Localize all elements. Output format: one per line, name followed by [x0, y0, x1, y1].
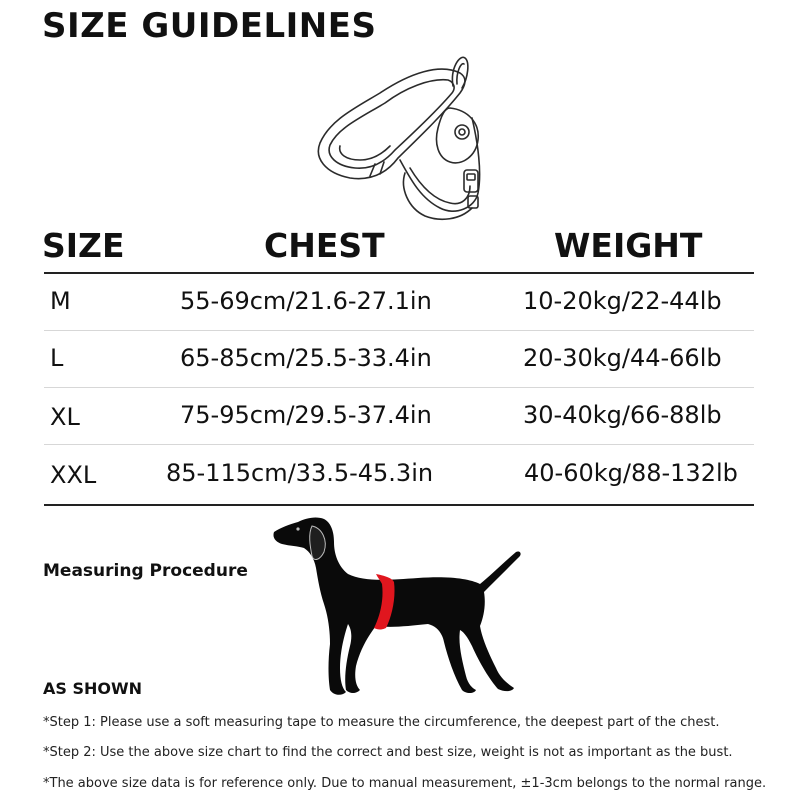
column-header-size: SIZE [42, 226, 125, 265]
size-cell: XXL [50, 461, 97, 489]
table-top-rule [44, 272, 754, 274]
as-shown-label: AS SHOWN [43, 679, 143, 698]
column-header-weight: WEIGHT [554, 226, 703, 265]
size-cell: XL [50, 403, 80, 431]
table-bottom-rule [44, 504, 754, 506]
chest-cell: 65-85cm/25.5-33.4in [180, 344, 432, 372]
size-cell: M [50, 287, 71, 315]
weight-cell: 10-20kg/22-44lb [523, 287, 722, 315]
weight-cell: 40-60kg/88-132lb [524, 459, 738, 487]
chest-cell: 55-69cm/21.6-27.1in [180, 287, 432, 315]
measuring-procedure-label: Measuring Procedure [43, 561, 248, 581]
dog-silhouette-icon [268, 512, 524, 700]
harness-icon [300, 48, 500, 223]
size-cell: L [50, 344, 64, 372]
column-header-chest: CHEST [264, 226, 385, 265]
note-step-2: *Step 2: Use the above size chart to find the correct and best size, weight is not as important as the bust. [43, 745, 733, 760]
chest-cell: 75-95cm/29.5-37.4in [180, 401, 432, 429]
page-title: SIZE GUIDELINES [42, 6, 377, 46]
chest-cell: 85-115cm/33.5-45.3in [166, 459, 434, 487]
note-step-1: *Step 1: Please use a soft measuring tape to measure the circumference, the deepest part of the chest. [43, 715, 720, 730]
row-divider [44, 330, 754, 331]
row-divider [44, 387, 754, 388]
weight-cell: 20-30kg/44-66lb [523, 344, 722, 372]
row-divider [44, 444, 754, 445]
weight-cell: 30-40kg/66-88lb [523, 401, 722, 429]
note-reference: *The above size data is for reference only. Due to manual measurement, ±1-3cm belongs to the normal range. [43, 776, 767, 791]
